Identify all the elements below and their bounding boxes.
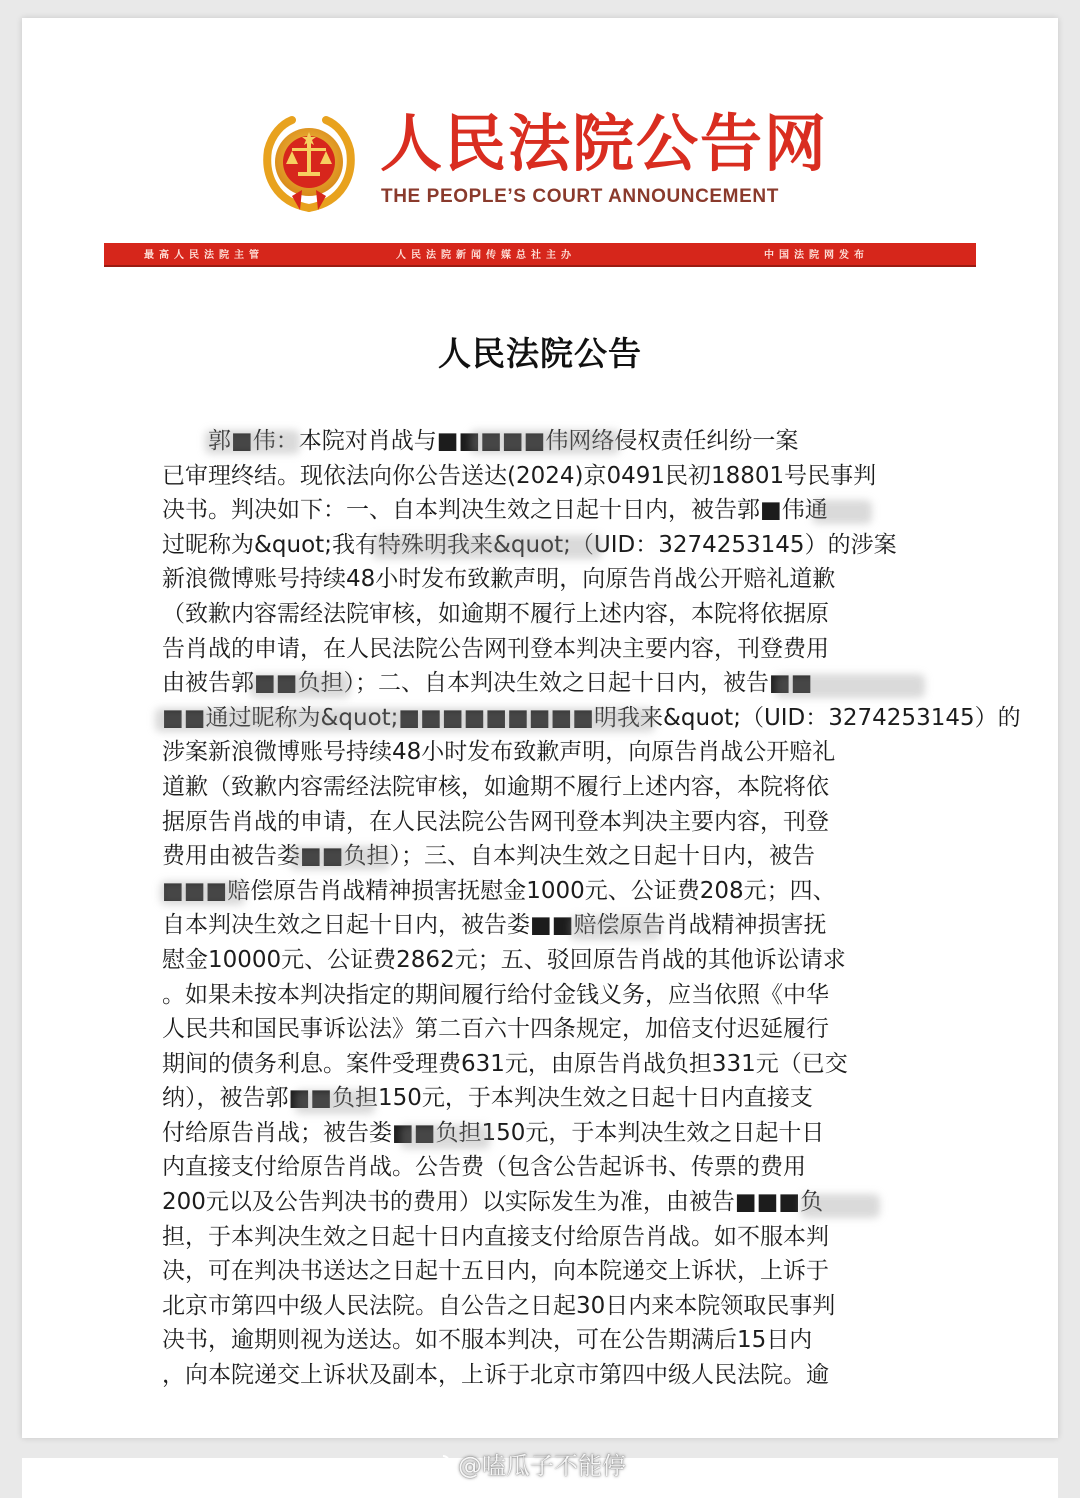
- body-line: 纳），被告郭■■负担150元，于本判决生效之日起十日内直接支: [162, 1085, 813, 1112]
- body-line: 担，于本判决生效之日起十日内直接支付给原告肖战。如不服本判: [162, 1223, 829, 1250]
- announcement-title: 人民法院公告: [438, 334, 642, 373]
- body-line: 道歉（致歉内容需经法院审核，如逾期不履行上述内容，本院将依: [162, 773, 829, 800]
- court-emblem-icon: [262, 112, 356, 214]
- redaction-blur: [800, 1194, 880, 1218]
- body-line: 200元以及公告判决书的费用）以实际发生为准，由被告■■■负: [162, 1189, 824, 1216]
- body-line: 已审理终结。现依法向你公告送达(2024)京0491民初18801号民事判: [162, 462, 877, 489]
- site-title-cn: 人民法院公告网: [380, 107, 829, 180]
- body-line: ■■■赔偿原告肖战精神损害抚慰金1000元、公证费208元；四、: [162, 877, 836, 904]
- body-line: ，向本院递交上诉状及副本，上诉于北京市第四中级人民法院。逾: [162, 1362, 829, 1389]
- body-line: 期间的债务利息。案件受理费631元，由原告肖战负担331元（已交: [162, 1050, 848, 1077]
- body-line: 费用由被告娄■■负担）；三、自本判决生效之日起十日内，被告: [162, 843, 815, 870]
- site-title-en: THE PEOPLE’S COURT ANNOUNCEMENT: [381, 186, 779, 207]
- weibo-watermark: [422, 1446, 626, 1481]
- redaction-blur: [295, 1090, 375, 1114]
- redaction-blur: [570, 916, 660, 940]
- body-line: 。如果未按本判决指定的期间履行给付金钱义务，应当依照《中华: [162, 981, 829, 1008]
- redaction-blur: [775, 674, 925, 698]
- redaction-blur: [470, 430, 620, 454]
- band-text-publisher: 中国法院网发布: [764, 250, 869, 261]
- weibo-logo-icon: [422, 1452, 452, 1476]
- redaction-blur: [160, 881, 245, 905]
- band-text-supervisor: 最高人民法院主管: [144, 250, 264, 261]
- body-line: 决书，逾期则视为送达。如不服本判决，可在公告期满后15日内: [162, 1327, 813, 1354]
- header-red-band: [104, 243, 976, 267]
- body-line: 据原告肖战的申请，在人民法院公告网刊登本判决主要内容，刊登: [162, 808, 829, 835]
- redaction-blur: [812, 500, 872, 524]
- body-line: 新浪微博账号持续48小时发布致歉声明，向原告肖战公开赔礼道歉: [162, 566, 836, 593]
- body-line: （致歉内容需经法院审核，如逾期不履行上述内容，本院将依据原: [162, 600, 829, 627]
- band-text-sponsor: 人民法院新闻传媒总社主办: [396, 250, 576, 261]
- body-line: 北京市第四中级人民法院。自公告之日起30日内来本院领取民事判: [162, 1292, 836, 1319]
- redaction-blur: [372, 535, 602, 559]
- body-line: 过昵称为&quot;我有特殊明我来&quot;（UID：3274253145）的涉案: [162, 531, 897, 558]
- redaction-blur: [205, 430, 300, 454]
- body-line: 郭■伟：本院对肖战与■■■■■伟网络侵权责任纠纷一案: [208, 428, 799, 454]
- body-line: 自本判决生效之日起十日内，被告娄■■赔偿原告肖战精神损害抚: [162, 912, 827, 939]
- body-line: 决，可在判决书送达之日起十五日内，向本院递交上诉状，上诉于: [162, 1258, 829, 1285]
- body-line: 决书。判决如下：一、自本判决生效之日起十日内，被告郭■伟通: [162, 497, 828, 524]
- body-line: 内直接支付给原告肖战。公告费（包含公告起诉书、传票的费用: [162, 1154, 806, 1181]
- body-line: 慰金10000元、公证费2862元；五、驳回原告肖战的其他诉讼请求: [162, 946, 846, 973]
- body-line: 人民共和国民事诉讼法》第二百六十四条规定，加倍支付迟延履行: [162, 1016, 829, 1043]
- body-line: 付给原告肖战；被告娄■■负担150元，于本判决生效之日起十日: [162, 1119, 825, 1146]
- watermark-text: @嗑瓜子不能停: [458, 1452, 626, 1480]
- redaction-blur: [155, 708, 655, 732]
- body-line: 由被告郭■■负担）；二、自本判决生效之日起十日内，被告■■: [162, 670, 813, 697]
- body-line: 涉案新浪微博账号持续48小时发布致歉声明，向原告肖战公开赔礼: [162, 739, 836, 766]
- redaction-blur: [400, 1125, 490, 1149]
- body-line: ■■通过昵称为&quot;■■■■■■■■■明我来&quot;（UID：3274253145）的: [162, 704, 1021, 731]
- announcement-body: [162, 424, 1021, 1393]
- body-line: 告肖战的申请，在人民法院公告网刊登本判决主要内容，刊登费用: [162, 635, 829, 662]
- redaction-blur: [250, 674, 350, 698]
- redaction-blur: [290, 846, 390, 870]
